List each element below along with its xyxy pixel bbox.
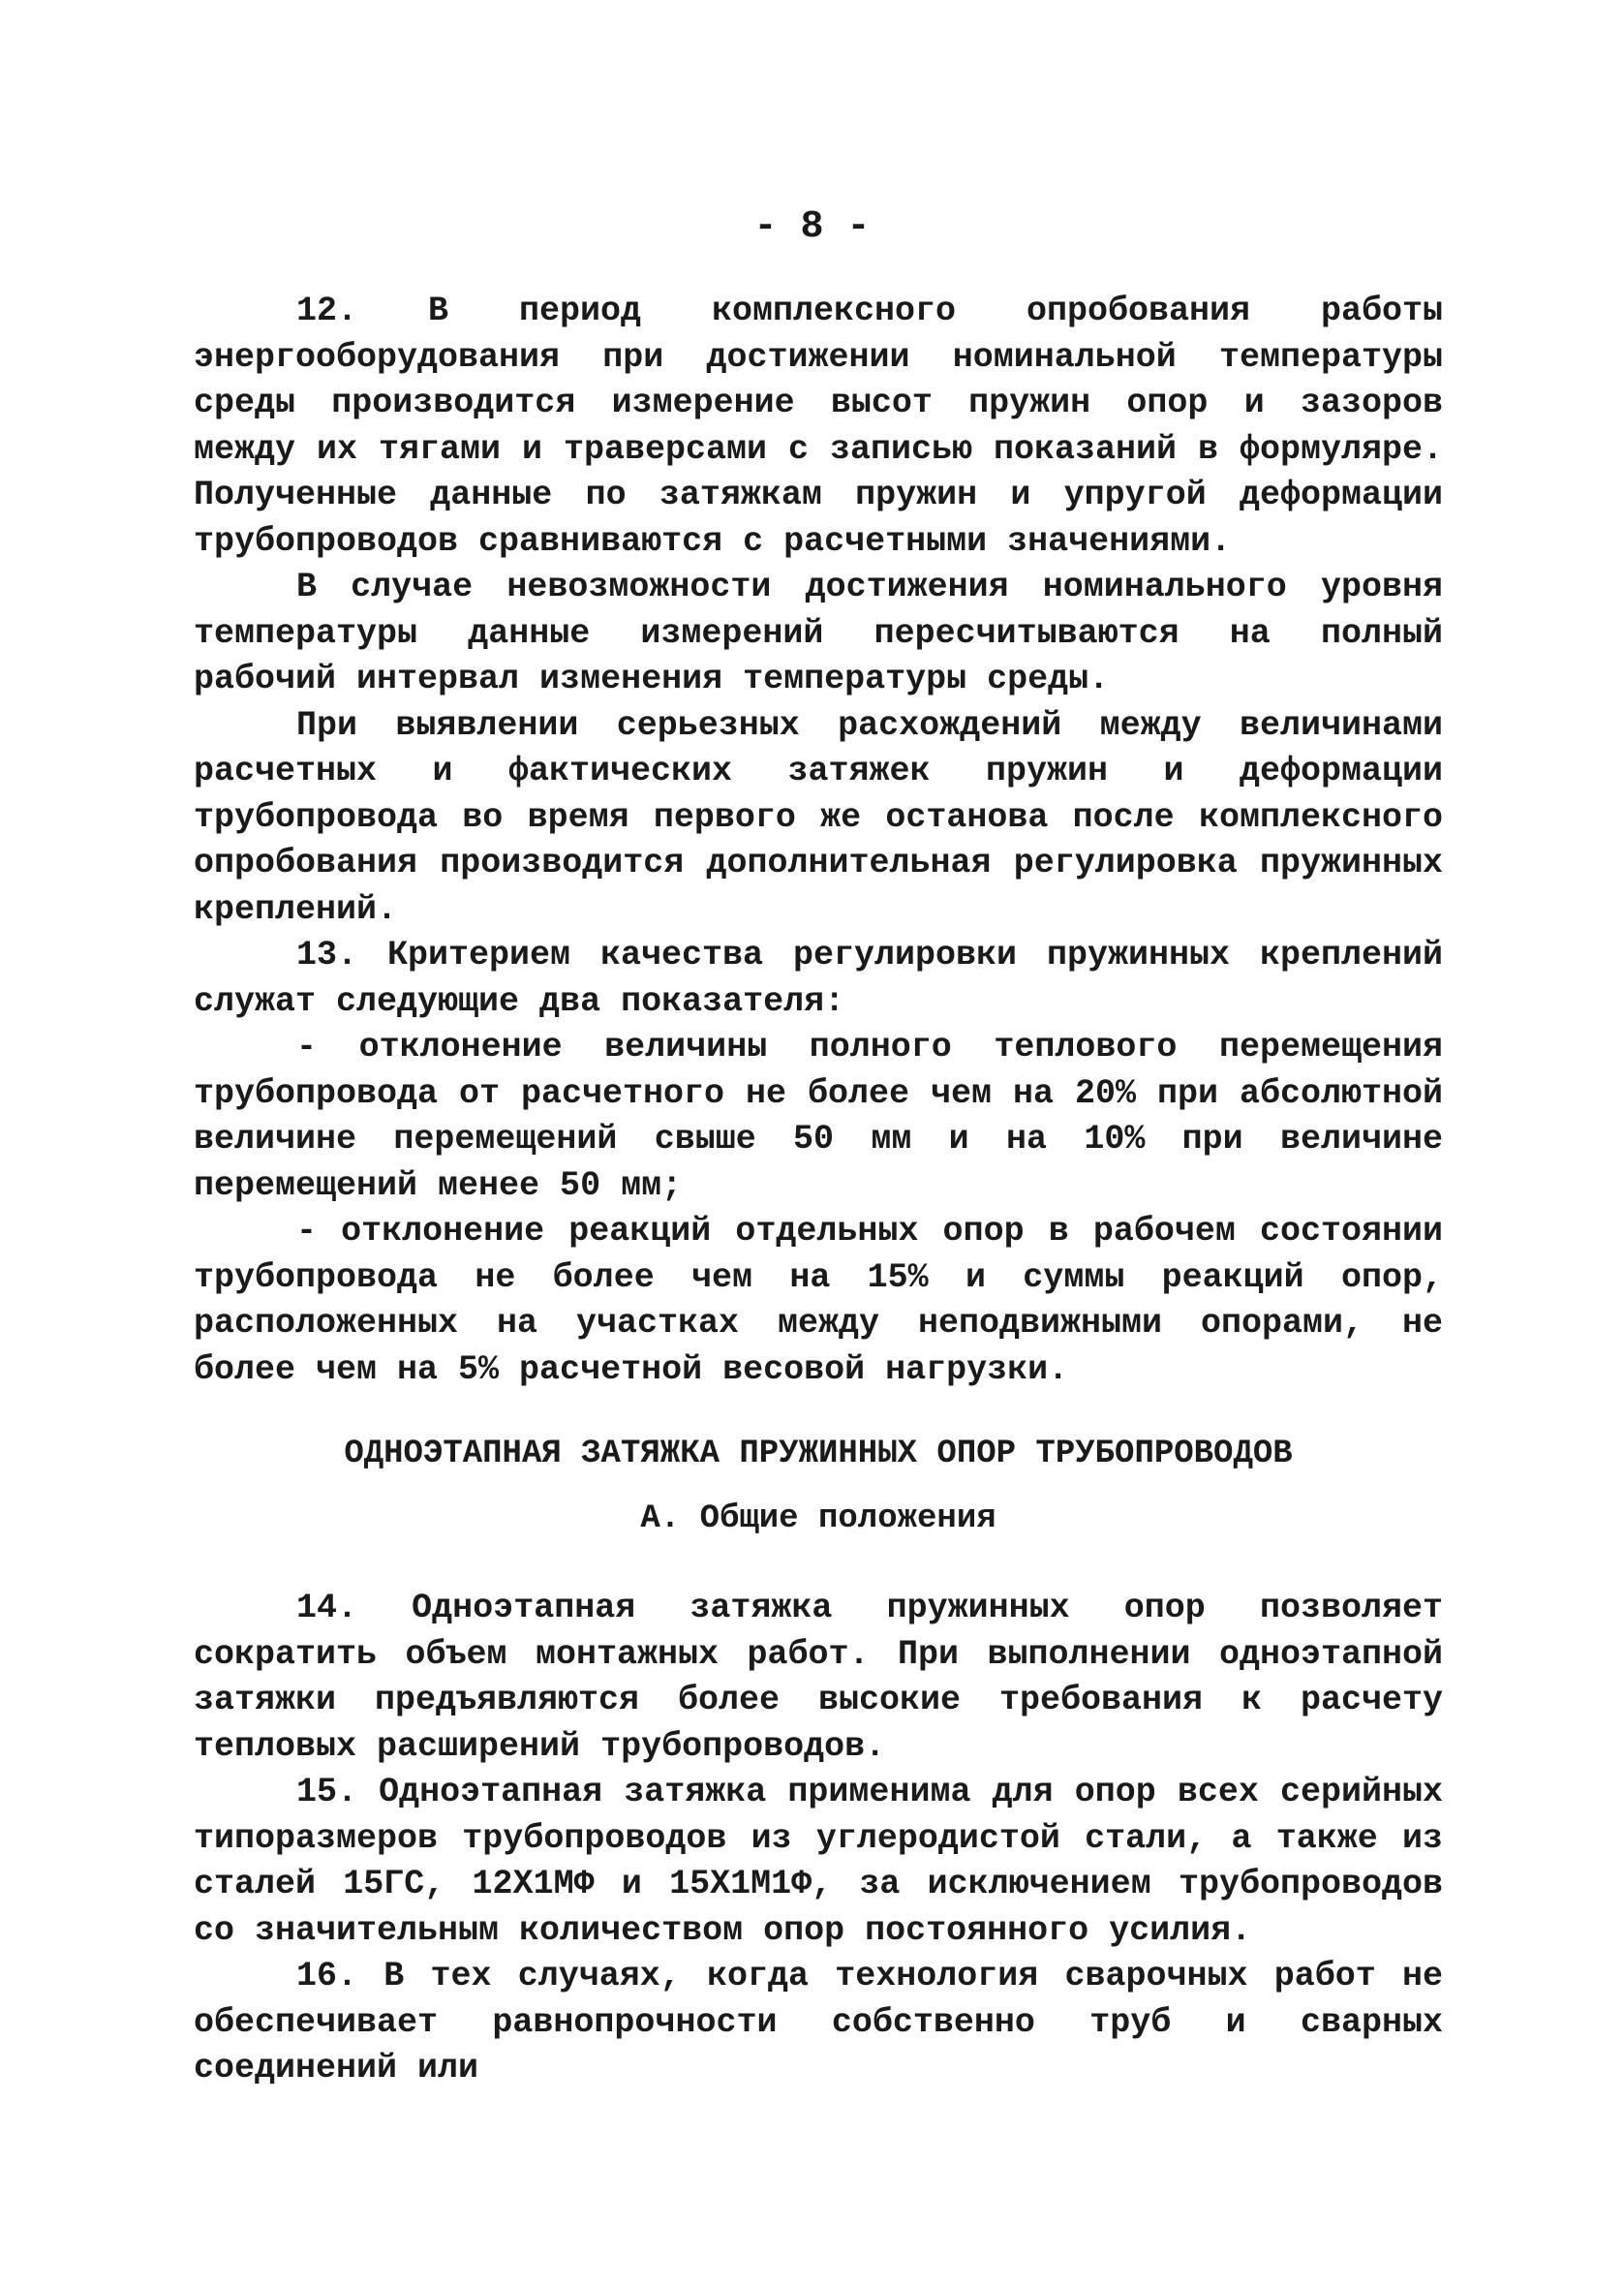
section-requirements	[194, 289, 1443, 1393]
paragraph-15: 15. Одноэтапная затяжка применима для опор всех серийных типоразмеров трубопроводов из углеродистой стали, а также из сталей 15ГС, 12Х1МФ и 15Х1М1Ф, за исключением трубопроводов со значительным количеством опор постоянного усилия.	[194, 1773, 1443, 1950]
paragraph-13: 13. Критерием качества регулировки пружинных креплений служат следующие два показателя:	[194, 936, 1443, 1021]
paragraph-16: 16. В тех случаях, когда технология сварочных работ не обеспечивает равнопрочности собственно труб и сварных соединений или	[194, 1957, 1443, 2087]
paragraph-nominal-temperature: В случае невозможности достижения номинального уровня температуры данные измерений пересчитываются на полный рабочий интервал изменения температуры среды.	[194, 568, 1443, 698]
paragraph-12: 12. В период комплексного опробования работы энергооборудования при достижении номинальной температуры среды производится измерение высот пружин опор и зазоров между их тягами и траверсами с записью показаний в формуляре. Полученные данные по затяжкам пружин и упругой деформации трубопроводов сравниваются с расчетными значениями.	[194, 292, 1443, 561]
page-number: - 8 -	[753, 205, 871, 249]
paragraph-14: 14. Одноэтапная затяжка пружинных опор позволяет сократить объем монтажных работ. При выполнении одноэтапной затяжки предъявляются более высокие требования к расчету тепловых расширений трубопроводов.	[194, 1589, 1443, 1766]
subsection-heading: А. Общие положения	[640, 1500, 996, 1537]
section-heading: ОДНОЭТАПНАЯ ЗАТЯЖКА ПРУЖИННЫХ ОПОР ТРУБОПРОВОДОВ	[344, 1436, 1293, 1472]
criterion-reactions: - отклонение реакций отдельных опор в рабочем состоянии трубопровода не более чем на 15% и суммы реакций опор, расположенных на участках между неподвижными опорами, не более чем на 5% расчетной весовой нагрузки.	[194, 1212, 1443, 1389]
paragraph-discrepancies: При выявлении серьезных расхождений между величинами расчетных и фактических затяжек пружин и деформации трубопровода во время первого же останова после комплексного опробования производится дополнительная регулировка пружинных креплений.	[194, 705, 1443, 929]
section-general-provisions	[194, 1586, 1443, 2092]
criterion-displacement: - отклонение величины полного теплового перемещения трубопровода от расчетного не более чем на 20% при абсолютной величине перемещений свыше 50 мм и на 10% при величине перемещений менее 50 мм;	[194, 1028, 1443, 1205]
